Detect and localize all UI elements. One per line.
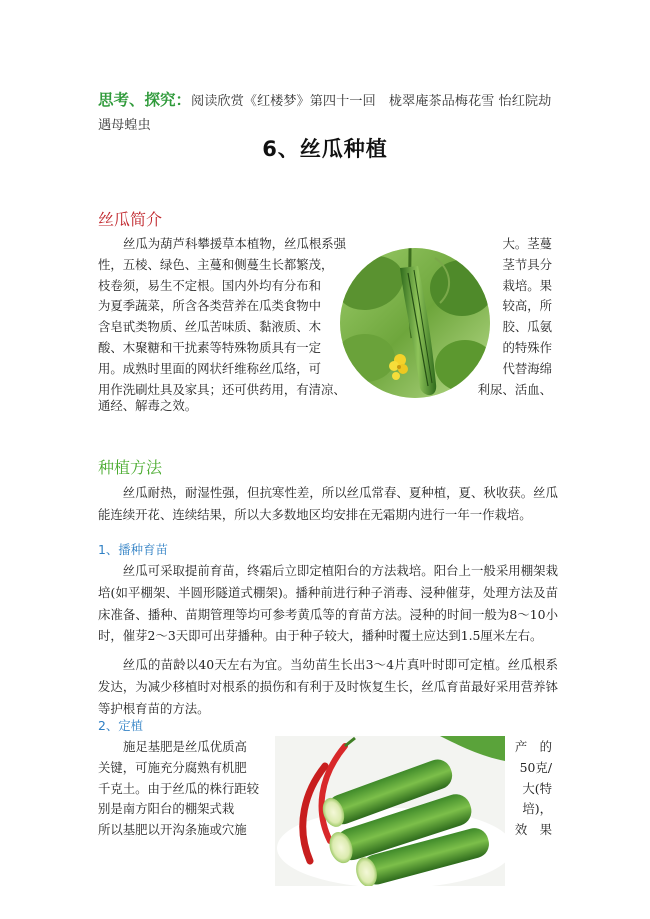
wrapped-line-right: 大。茎蔓 bbox=[502, 236, 552, 251]
section-heading-intro: 丝瓜简介 bbox=[98, 210, 163, 229]
wrapped-line-left: 千克土。由于丝瓜的株行距较 bbox=[98, 780, 260, 796]
wrapped-line-right: 栽培。果 bbox=[502, 277, 552, 293]
wrapped-line-left: 别是南方阳台的棚架式栽 bbox=[98, 801, 235, 817]
wrapped-line-right: 产 的 bbox=[514, 739, 552, 754]
subheading-sowing: 1、播种育苗 bbox=[98, 542, 168, 557]
method-paragraph-3: 丝瓜的苗龄以40天左右为宜。当幼苗生长出3～4片真叶时即可定植。丝瓜根系发达，为减少移植时对根系的损伤和有利于及时恢复生长，丝瓜育苗最好采用营养钵等护根育苗的方法。 bbox=[98, 657, 558, 716]
wrapped-line-right: 利尿、活血、 bbox=[477, 381, 552, 397]
method-paragraph-2: 丝瓜可采取提前育苗，终霜后立即定植阳台的方法栽培。阳台上一般采用棚架栽培(如平棚架、半圆形隧道式棚架)。播种前进行种子消毒、浸种催芽，处理方法及苗床准备、播种、苗期管理等均可参考黄瓜等的育苗方法。浸种的时间一般为8～10小时，催芽2～3天即可出芽播种。由于种子较大，播种时覆土应达到1.5厘米左右。 bbox=[98, 563, 558, 644]
wrapped-line-right: 代替海绵 bbox=[502, 360, 552, 376]
section-heading-method: 种植方法 bbox=[98, 458, 163, 477]
wrapped-line-right: 效 果 bbox=[514, 822, 552, 838]
wrapped-line-right: 较高，所 bbox=[502, 298, 552, 314]
wrapped-line-right: 50克/ bbox=[519, 759, 552, 775]
wrapped-line-right: 茎节具分 bbox=[502, 256, 552, 272]
wrapped-line-left: 含皂甙类物质、丝瓜苦味质、黏液质、木 bbox=[98, 319, 322, 335]
intro-last-line: 通经、解毒之效。 bbox=[98, 398, 198, 413]
luffa-vine-photo bbox=[340, 248, 490, 398]
wrapped-line-right: 胶、瓜氨 bbox=[502, 319, 552, 335]
wrapped-line-right: 培)， bbox=[522, 801, 552, 817]
wrapped-line-left: 所以基肥以开沟条施或穴施 bbox=[98, 822, 247, 838]
think-text: 阅读欣赏《红楼梦》第四十一回 栊翠庵茶品梅花雪 怡红院劫遇母蝗虫 bbox=[98, 94, 552, 133]
wrapped-line-left: 用作洗刷灶具及家具；还可供药用，有清凉、 bbox=[98, 381, 346, 397]
think-label: 思考、探究： bbox=[98, 91, 192, 109]
wrapped-line-right: 的特殊作 bbox=[502, 340, 552, 355]
page-title: 6、丝瓜种植 bbox=[262, 137, 388, 161]
wrapped-line-left: 施足基肥是丝瓜优质高 bbox=[123, 739, 247, 754]
wrapped-line-left: 关键，可施充分腐熟有机肥 bbox=[98, 759, 247, 775]
wrapped-line-left: 性，五棱、绿色、主蔓和侧蔓生长都繁茂， bbox=[98, 256, 334, 272]
wrapped-line-right: 大(特 bbox=[522, 780, 552, 796]
wrapped-line-left: 丝瓜为葫芦科攀援草本植物，丝瓜根系强 bbox=[123, 236, 347, 251]
method-paragraph-1: 丝瓜耐热，耐湿性强，但抗寒性差，所以丝瓜常春、夏种植，夏、秋收获。丝瓜能连续开花、连续结果，所以大多数地区均安排在无霜期内进行一年一作栽培。 bbox=[98, 485, 558, 522]
subheading-transplant: 2、定植 bbox=[98, 718, 144, 733]
wrapped-line-left: 为夏季蔬菜，所含各类营养在瓜类食物中 bbox=[98, 298, 322, 314]
wrapped-line-left: 用。成熟时里面的网状纤维称丝瓜络，可 bbox=[98, 360, 322, 376]
wrapped-line-left: 酸、木聚糖和干扰素等特殊物质具有一定 bbox=[98, 340, 322, 355]
wrapped-line-left: 枝卷须，易生不定根。国内外均有分布和 bbox=[98, 277, 322, 293]
think-explore-note bbox=[98, 88, 558, 138]
luffa-dish-photo bbox=[275, 736, 505, 886]
